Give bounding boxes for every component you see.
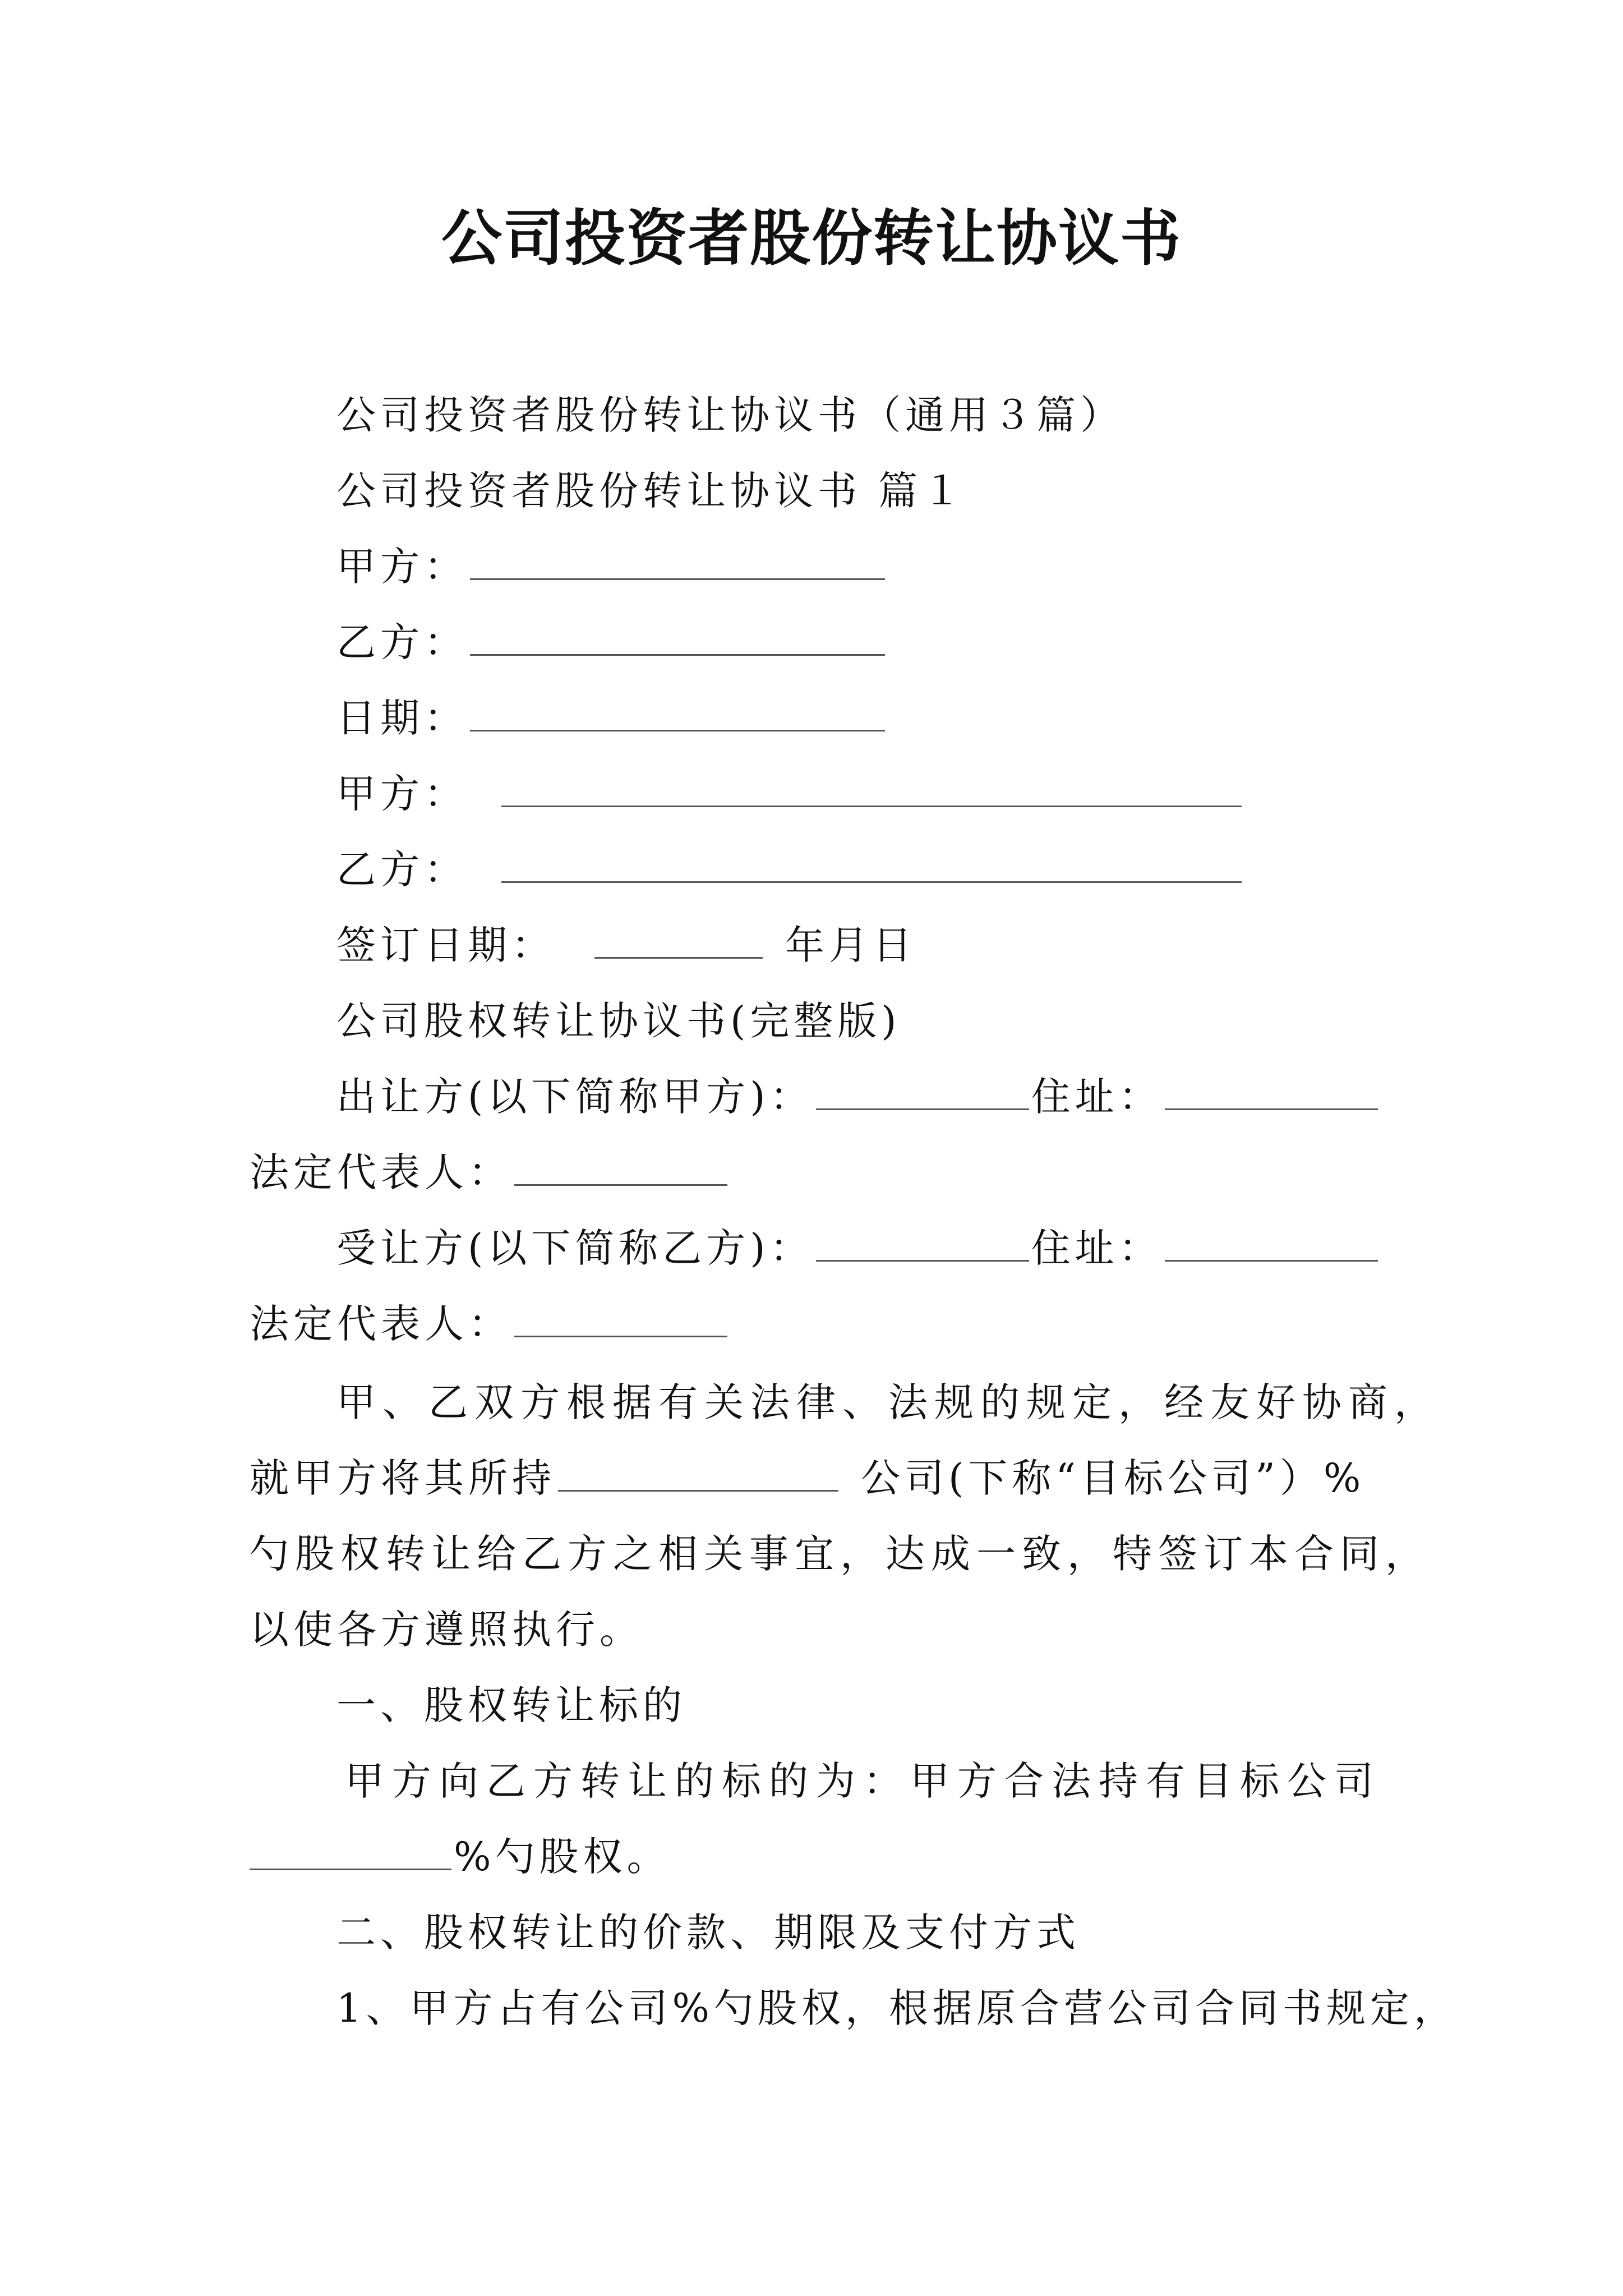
- party-b-blank[interactable]: [470, 620, 885, 656]
- intro-line-2: [250, 1450, 1365, 1506]
- intro-line-2-suffix: 公司(下称“目标公司”）%: [861, 1455, 1366, 1501]
- section2-item-1: 1、甲方占有公司%勺股权，根据原合营公司合同书规定，: [336, 1985, 1458, 2031]
- party-a-blank-2[interactable]: [501, 772, 1242, 807]
- transferor-address-label: 住址：: [1031, 1074, 1163, 1120]
- party-a-row: [336, 539, 887, 595]
- document-subtitle: 公司投资者股份转让协议书（通用３篇）: [336, 392, 1124, 438]
- transferor-rep-blank[interactable]: [514, 1151, 727, 1186]
- transferor-row: [336, 1069, 1380, 1125]
- sign-date-suffix: 年月日: [785, 922, 916, 968]
- party-b-label-2: 乙方：: [336, 846, 468, 892]
- date-row: [336, 690, 887, 746]
- intro-line-4: 以使各方遵照执行。: [250, 1607, 643, 1653]
- section1-line-2: [250, 1829, 671, 1885]
- intro-line-2-prefix: 就甲方将其所持: [250, 1455, 556, 1501]
- party-a-label-2: 甲方：: [336, 771, 468, 817]
- transferee-label: 受让方(以下简称乙方)：: [336, 1225, 814, 1271]
- party-a-blank[interactable]: [470, 545, 885, 580]
- transferee-address-blank[interactable]: [1165, 1226, 1378, 1262]
- sign-date-row: [336, 917, 916, 973]
- section2-heading: 二、股权转让的价款、期限及支付方式: [336, 1910, 1080, 1955]
- transferee-name-blank[interactable]: [816, 1226, 1029, 1262]
- share-percent-blank[interactable]: [250, 1835, 451, 1870]
- transferor-label: 出让方(以下简称甲方)：: [336, 1074, 814, 1120]
- party-b-row: [336, 614, 887, 670]
- transferor-name-blank[interactable]: [816, 1075, 1029, 1110]
- target-company-blank[interactable]: [558, 1456, 838, 1492]
- intro-line-1: 甲、乙双方根据有关法律、法规的规定，经友好协商，: [336, 1379, 1440, 1425]
- transferee-rep-row: [250, 1296, 730, 1352]
- party-b-blank-2[interactable]: [501, 848, 1242, 883]
- party-a-label: 甲方：: [336, 544, 468, 590]
- sign-date-blank[interactable]: [594, 923, 763, 959]
- transferor-rep-label: 法定代表人：: [250, 1149, 512, 1195]
- transferor-address-blank[interactable]: [1165, 1075, 1378, 1110]
- party-b-label: 乙方：: [336, 619, 468, 665]
- transferee-rep-blank[interactable]: [514, 1302, 727, 1337]
- document-title: 公司投资者股份转让协议书: [441, 203, 1182, 274]
- section-heading: 公司投资者股份转让协议书 篇１: [336, 468, 966, 514]
- party-b-row-2: [336, 841, 1244, 898]
- intro-line-3: 勺股权转让给乙方之相关事宜，达成一致，特签订本合同，: [250, 1531, 1431, 1577]
- section1-heading: 一、股权转让标的: [336, 1682, 686, 1728]
- party-a-row-2: [336, 766, 1244, 822]
- date-blank[interactable]: [470, 696, 885, 731]
- transferor-rep-row: [250, 1144, 730, 1200]
- transferee-address-label: 住址：: [1031, 1225, 1163, 1271]
- date-label: 日期：: [336, 695, 468, 741]
- section1-line-1: 甲方向乙方转让的标的为：甲方合法持有目标公司: [345, 1758, 1381, 1804]
- transferee-row: [336, 1220, 1380, 1276]
- contract-title: 公司股权转让协议书(完整版): [336, 998, 901, 1044]
- section1-line-2-suffix: %勺股权。: [454, 1834, 671, 1880]
- sign-date-label: 签订日期：: [336, 922, 555, 968]
- transferee-rep-label: 法定代表人：: [250, 1301, 512, 1347]
